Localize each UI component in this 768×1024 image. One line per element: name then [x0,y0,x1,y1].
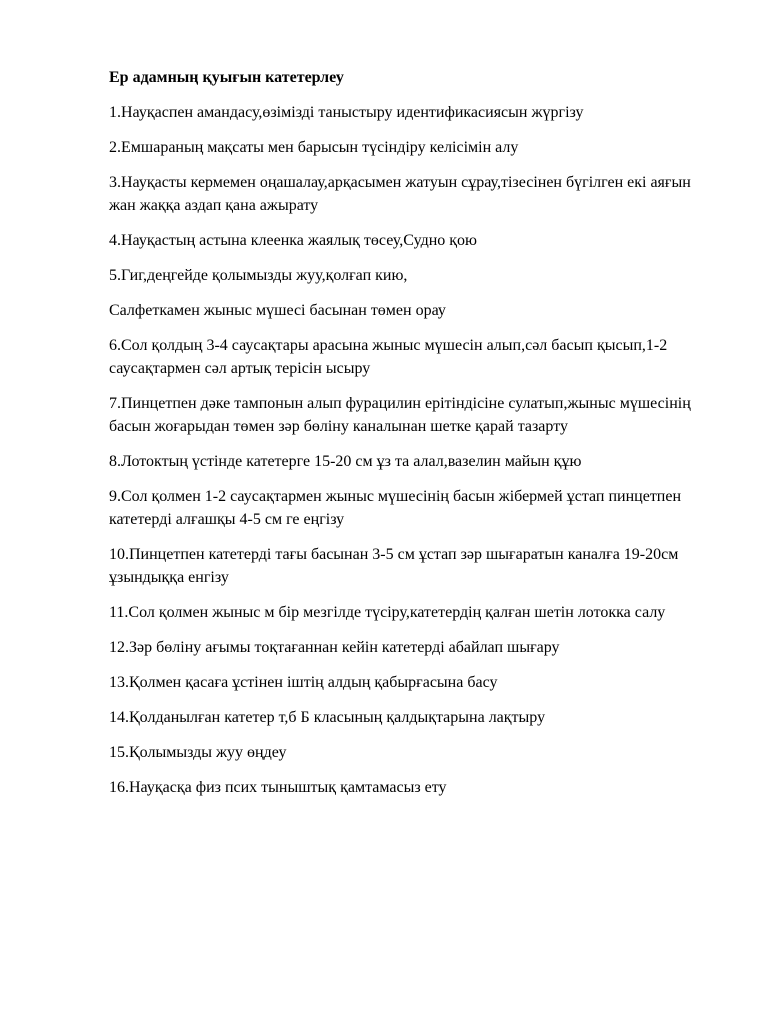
document-body [109,66,709,811]
step-13: 13.Қолмен қасаға ұстінен іштің алдың қабырғасына басу [109,674,498,691]
step-14: 14.Қолданылған катетер т,б Б класының қалдықтарына лақтыру [109,709,546,726]
step-1: 1.Науқаспен амандасу,өзімізді таныстыру идентификасиясын жүргізу [109,104,584,121]
step-2: 2.Емшараның мақсаты мен барысын түсіндіру келісімін алу [109,139,519,156]
step-4: 4.Науқастың астына клеенка жаялық төсеу,Судно қою [109,232,477,249]
step-10: 10.Пинцетпен катетерді тағы басынан 3-5 см ұстап зәр шығаратын каналға 19-20см ұзындыққа енгізу [109,546,679,586]
step-12: 12.Зәр бөліну ағымы тоқтағаннан кейін катетерді абайлап шығару [109,639,560,656]
step-9: 9.Сол қолмен 1-2 саусақтармен жыныс мүшесінің басын жібермей ұстап пинцетпен катетерді алғашқы 4-5 см ге еңгізу [109,488,682,528]
document-title: Ер адамның қуығын катетерлеу [109,69,344,86]
step-3: 3.Науқасты кермемен оңашалау,арқасымен жатуын сұрау,тізесінен бүгілген екі аяғын жан жаққа аздап қана ажырату [109,174,691,214]
step-11: 11.Сол қолмен жыныс м бір мезгілде түсіру,катетердің қалған шетін лотокка салу [109,604,666,621]
step-5-continued: Салфеткамен жыныс мүшесі басынан төмен орау [109,302,446,319]
step-8: 8.Лотоктың үстінде катетерге 15-20 см ұз та алал,вазелин майын құю [109,453,582,470]
step-5: 5.Гиг,деңгейде қолымызды жуу,қолғап кию, [109,267,408,284]
step-16: 16.Науқасқа физ псих тыныштық қамтамасыз ету [109,779,447,796]
step-7: 7.Пинцетпен дәке тампонын алып фурацилин ерітіндісіне сулатып,жыныс мүшесінің басын жоғарыдан төмен зәр бөліну каналынан шетке қарай тазарту [109,395,691,435]
step-6: 6.Сол қолдың 3-4 саусақтары арасына жыныс мүшесін алып,сәл басып қысып,1-2 саусақтармен сәл артық терісін ысыру [109,337,668,377]
step-15: 15.Қолымызды жуу өңдеу [109,744,287,761]
